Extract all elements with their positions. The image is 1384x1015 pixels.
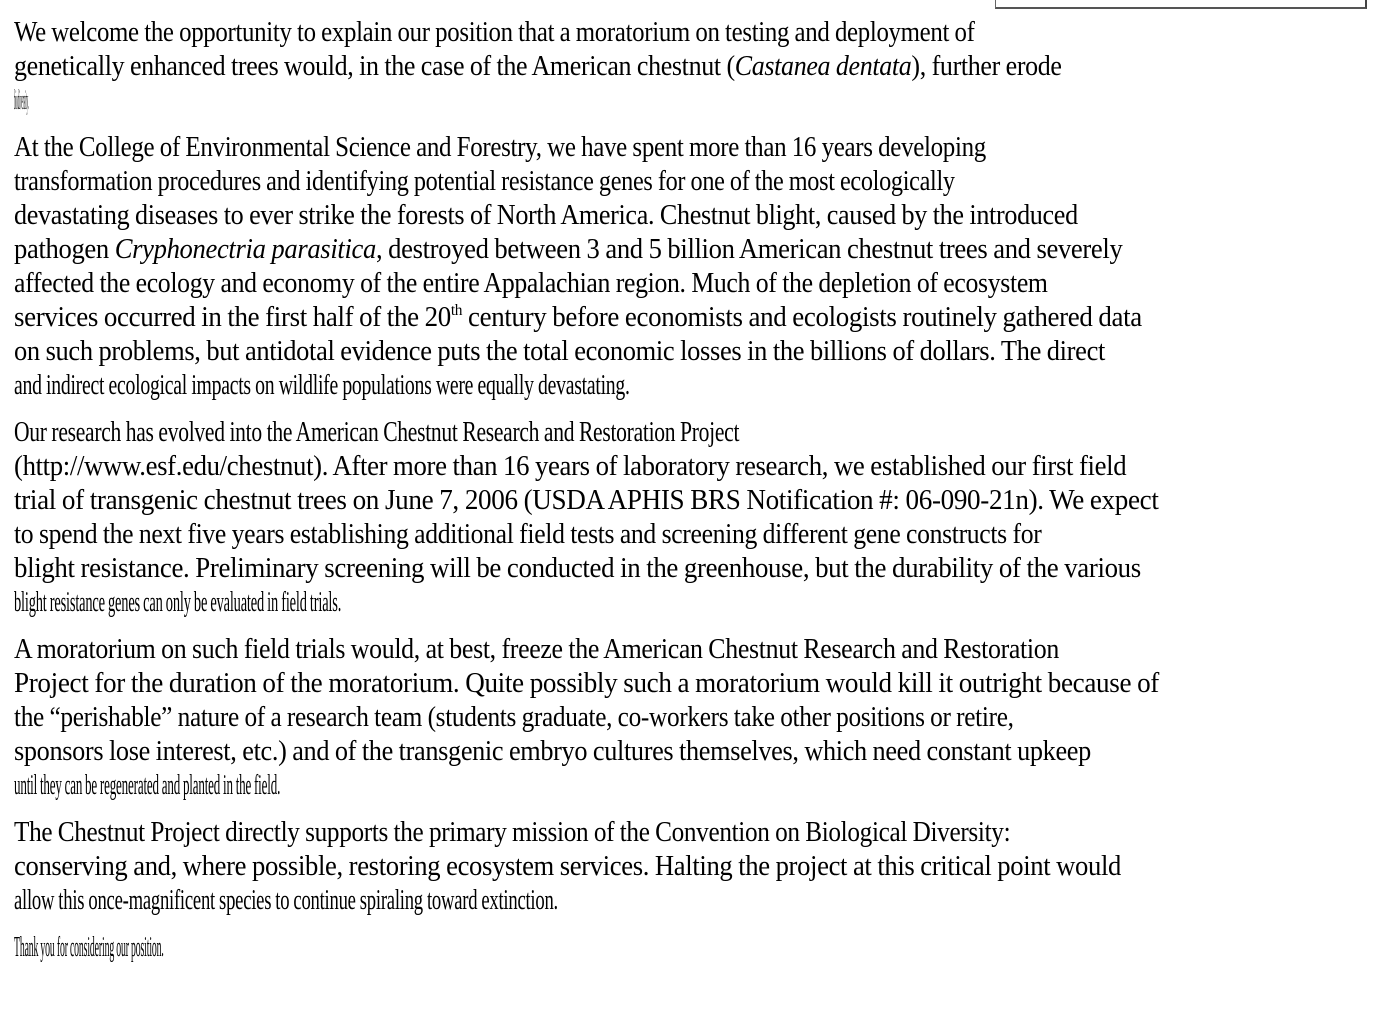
text-line [14, 233, 1308, 267]
text-line [14, 633, 1272, 667]
text-run: ), further erode [911, 51, 1062, 82]
text-line [14, 131, 1228, 165]
paragraph [14, 416, 1376, 620]
text-run: century before economists and ecologists routinely gathered data [462, 302, 1142, 333]
paragraph [14, 16, 1376, 118]
text-line [14, 267, 1266, 301]
text-line [14, 335, 1300, 369]
ordinal-superscript: th [450, 302, 463, 319]
paragraph [14, 633, 1376, 803]
italic-species-name: Cryphonectria parasitica [114, 234, 376, 265]
text-line [14, 16, 1222, 50]
italic-species-name: Castanea dentata [734, 51, 912, 82]
text-line [14, 165, 1192, 199]
text-line [14, 850, 1308, 884]
letter-body [14, 16, 1376, 978]
paragraph [14, 931, 1376, 965]
text-run: A moratorium on such field trials would, at best, freeze the American Chestnut Research and Restoration [14, 634, 1059, 665]
text-line [14, 931, 488, 965]
text-run: and indirect ecological impacts on wildlife populations were equally devastating. [14, 370, 630, 401]
text-run: blight resistance genes can only be evaluated in field trials. [14, 587, 342, 618]
text-run: devastating diseases to ever strike the forests of North America. Chestnut blight, caused by the introduced [14, 200, 1078, 231]
text-line [14, 199, 1284, 233]
text-run: pathogen [14, 234, 115, 265]
text-line [14, 518, 1262, 552]
text-line [14, 552, 1320, 586]
text-run: on such problems, but antidotal evidence puts the total economic losses in the billions of dollars. The direct [14, 336, 1105, 367]
text-run: Project for the duration of the moratorium. Quite possibly such a moratorium would kill it outright because of [14, 668, 1159, 699]
text-line [14, 884, 920, 918]
text-line [14, 301, 1323, 335]
text-run: genetically enhanced trees would, in the case of the American chestnut ( [14, 51, 735, 82]
text-run: (http://www.esf.edu/chestnut). After more than 16 years of laboratory research, we established our first field [14, 451, 1127, 482]
text-line [14, 735, 1290, 769]
text-run: to spend the next five years establishing additional field tests and screening different gene constructs for [14, 519, 1042, 550]
text-run: sponsors lose interest, etc.) and of the transgenic embryo cultures themselves, which need constant upkeep [14, 736, 1091, 767]
text-line [14, 816, 1240, 850]
text-run: We welcome the opportunity to explain our position that a moratorium on testing and deployment of [14, 17, 975, 48]
text-run: , destroyed between 3 and 5 billion American chestnut trees and severely [375, 234, 1123, 265]
text-run: the “perishable” nature of a research team (students graduate, co-workers take other positions or retire, [14, 702, 1014, 733]
text-line [14, 667, 1332, 701]
text-run: transformation procedures and identifying potential resistance genes for one of the most ecologically [14, 166, 955, 197]
text-run: allow this once-magnificent species to continue spiraling toward extinction. [14, 885, 558, 916]
text-run: biodiversity. [14, 85, 29, 116]
text-run: trial of transgenic chestnut trees on June 7, 2006 (USDA APHIS BRS Notification #: 06-090-21n). We expect [14, 485, 1159, 516]
text-line [14, 84, 162, 118]
text-line [14, 769, 648, 803]
text-run: Our research has evolved into the American Chestnut Research and Restoration Project [14, 417, 740, 448]
scan-corner-mark [995, 0, 1367, 9]
text-line [14, 701, 1244, 735]
text-run: blight resistance. Preliminary screening will be conducted in the greenhouse, but the durability of the various [14, 553, 1141, 584]
text-line [14, 416, 1062, 450]
text-run: The Chestnut Project directly supports the primary mission of the Convention on Biological Diversity: [14, 817, 1011, 848]
paragraph [14, 131, 1376, 403]
text-run: Thank you for considering our position. [14, 932, 164, 963]
text-line [14, 450, 1314, 484]
text-line [14, 484, 1332, 518]
text-run: services occurred in the first half of the 20 [14, 302, 451, 333]
text-line [14, 586, 716, 620]
text-line [14, 369, 972, 403]
text-run: until they can be regenerated and planted in the field. [14, 770, 281, 801]
text-run: conserving and, where possible, restoring ecosystem services. Halting the project at this critical point would [14, 851, 1122, 882]
text-line [14, 50, 1276, 84]
text-run: affected the ecology and economy of the entire Appalachian region. Much of the depletion of ecosystem [14, 268, 1048, 299]
paragraph [14, 816, 1376, 918]
text-run: At the College of Environmental Science and Forestry, we have spent more than 16 years developing [14, 132, 986, 163]
